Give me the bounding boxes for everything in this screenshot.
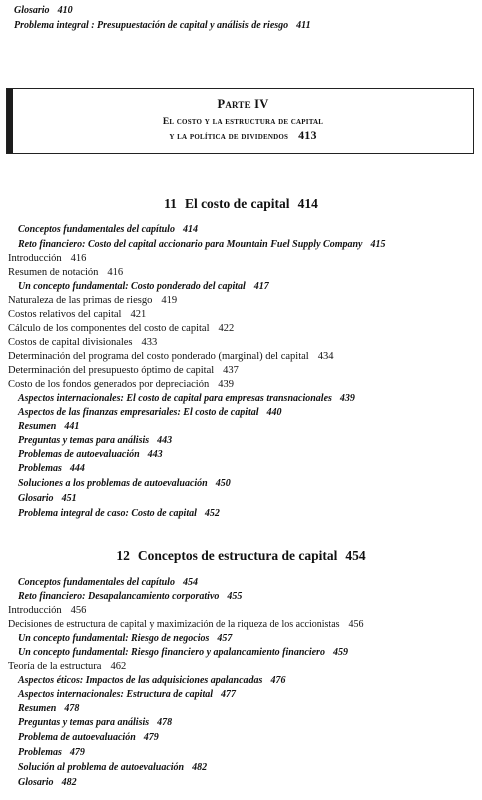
entry-page: 410 xyxy=(57,5,73,16)
entry-text: Un concepto fundamental: Costo ponderado del capital xyxy=(18,281,246,292)
toc-entry xyxy=(14,4,73,17)
entry-text: Determinación del programa del costo ponderado (marginal) del capital xyxy=(8,351,309,362)
entry-text: Glosario xyxy=(18,777,54,788)
entry-text: Introducción xyxy=(8,605,62,616)
entry-page: 477 xyxy=(221,689,237,700)
entry-text: Aspectos de las finanzas empresariales: El costo de capital xyxy=(18,407,259,418)
entry-text: Determinación del presupuesto óptimo de capital xyxy=(8,365,215,376)
entry-page: 479 xyxy=(143,732,159,743)
entry-page: 433 xyxy=(141,337,158,348)
toc-entry xyxy=(14,19,311,32)
toc-entry xyxy=(18,776,77,789)
toc-entry xyxy=(18,746,85,759)
entry-page: 439 xyxy=(339,393,355,404)
entry-page: 443 xyxy=(157,435,173,446)
toc-entry xyxy=(8,350,333,363)
entry-page: 419 xyxy=(161,295,178,306)
toc-entry xyxy=(18,406,282,419)
entry-text: Problemas xyxy=(18,463,62,474)
part-subtitle-line-2 xyxy=(13,129,473,144)
part-subtitle-text: y la política de dividendos xyxy=(169,132,289,142)
entry-text: Problema de autoevaluación xyxy=(18,732,136,743)
entry-page: 422 xyxy=(218,323,235,334)
entry-page: 455 xyxy=(227,591,243,602)
entry-page: 415 xyxy=(370,239,386,250)
toc-entry xyxy=(8,294,177,307)
entry-page: 476 xyxy=(270,675,286,686)
entry-text: Decisiones de estructura de capital y maximización de la riqueza de los accionistas xyxy=(8,619,340,630)
entry-page: 417 xyxy=(253,281,269,292)
entry-page: 456 xyxy=(70,605,87,616)
toc-entry xyxy=(18,280,269,293)
entry-text: Problemas xyxy=(18,747,62,758)
entry-text: Costo de los fondos generados por depreciación xyxy=(8,379,210,390)
chapter-page: 454 xyxy=(345,548,366,563)
toc-entry xyxy=(18,688,236,701)
entry-page: 434 xyxy=(317,351,334,362)
entry-page: 414 xyxy=(182,224,198,235)
toc-entry xyxy=(8,618,364,631)
toc-entry xyxy=(18,223,198,236)
toc-entry xyxy=(8,660,126,673)
entry-text: Problemas de autoevaluación xyxy=(18,449,140,460)
entry-text: Soluciones a los problemas de autoevaluación xyxy=(18,478,208,489)
entry-page: 441 xyxy=(64,421,80,432)
toc-entry xyxy=(8,266,123,279)
toc-entry xyxy=(18,674,285,687)
entry-text: Resumen xyxy=(18,703,57,714)
entry-page: 457 xyxy=(217,633,233,644)
toc-entry xyxy=(8,322,234,335)
toc-entry xyxy=(18,477,231,490)
entry-text: Preguntas y temas para análisis xyxy=(18,435,150,446)
entry-page: 437 xyxy=(223,365,239,376)
entry-page: 479 xyxy=(69,747,85,758)
toc-entry xyxy=(18,392,355,405)
toc-entry xyxy=(18,492,77,505)
entry-text: Reto financiero: Costo del capital accionario para Mountain Fuel Supply Company xyxy=(18,239,363,250)
entry-page: 416 xyxy=(70,253,87,264)
toc-entry xyxy=(18,420,79,433)
toc-entry xyxy=(18,590,242,603)
entry-page: 454 xyxy=(182,577,198,588)
entry-page: 482 xyxy=(61,777,77,788)
entry-page: 443 xyxy=(147,449,163,460)
toc-entry xyxy=(8,364,239,377)
part-subtitle-line-1: El costo y la estructura de capital xyxy=(162,117,324,127)
entry-text: Resumen de notación xyxy=(8,267,99,278)
toc-entry xyxy=(18,462,85,475)
toc-entry xyxy=(18,632,232,645)
entry-text: Aspectos internacionales: Estructura de capital xyxy=(18,689,214,700)
toc-entry xyxy=(8,308,146,321)
chapter-page: 414 xyxy=(297,196,318,211)
toc-entry xyxy=(18,448,163,461)
entry-page: 450 xyxy=(215,478,231,489)
entry-page: 478 xyxy=(64,703,80,714)
entry-page: 451 xyxy=(61,493,77,504)
entry-page: 456 xyxy=(348,619,364,630)
entry-page: 459 xyxy=(332,647,348,658)
entry-text: Conceptos fundamentales del capítulo xyxy=(18,577,175,588)
toc-entry xyxy=(18,507,220,520)
entry-text: Costos relativos del capital xyxy=(8,309,122,320)
chapter-number: 11 xyxy=(164,196,177,211)
part-banner-body xyxy=(13,89,473,153)
toc-entry xyxy=(18,716,172,729)
entry-page: 478 xyxy=(157,717,173,728)
entry-page: 440 xyxy=(266,407,282,418)
entry-page: 421 xyxy=(130,309,147,320)
toc-entry xyxy=(18,702,79,715)
toc-entry xyxy=(18,761,207,774)
entry-page: 444 xyxy=(69,463,85,474)
chapter-12-heading xyxy=(0,548,482,564)
part-banner xyxy=(6,88,474,154)
toc-entry xyxy=(8,336,157,349)
entry-text: Glosario xyxy=(18,493,54,504)
entry-page: 411 xyxy=(296,20,311,31)
toc-entry xyxy=(18,731,159,744)
toc-entry xyxy=(8,378,234,391)
toc-entry xyxy=(18,646,348,659)
entry-text: Teoría de la estructura xyxy=(8,661,102,672)
entry-text: Aspectos internacionales: El costo de capital para empresas transnacionales xyxy=(18,393,332,404)
entry-text: Glosario xyxy=(14,5,50,16)
entry-page: 416 xyxy=(107,267,124,278)
entry-text: Un concepto fundamental: Riesgo financiero y apalancamiento financiero xyxy=(18,647,325,658)
entry-page: 452 xyxy=(204,508,220,519)
entry-page: 462 xyxy=(110,661,127,672)
entry-text: Un concepto fundamental: Riesgo de negocios xyxy=(18,633,210,644)
toc-entry xyxy=(8,252,86,265)
part-title: Parte IV xyxy=(217,97,269,111)
toc-entry xyxy=(18,576,198,589)
entry-text: Problema integral de caso: Costo de capital xyxy=(18,508,197,519)
entry-page: 439 xyxy=(218,379,234,390)
toc-entry xyxy=(18,434,172,447)
chapter-11-heading xyxy=(0,196,482,212)
entry-text: Naturaleza de las primas de riesgo xyxy=(8,295,153,306)
part-page: 413 xyxy=(298,128,317,142)
toc-entry xyxy=(8,604,86,617)
chapter-title: El costo de capital xyxy=(184,196,290,211)
entry-text: Solución al problema de autoevaluación xyxy=(18,762,185,773)
entry-text: Conceptos fundamentales del capítulo xyxy=(18,224,175,235)
entry-text: Reto financiero: Desapalancamiento corporativo xyxy=(18,591,220,602)
entry-text: Problema integral : Presupuestación de capital y análisis de riesgo xyxy=(14,20,289,31)
entry-text: Costos de capital divisionales xyxy=(8,337,133,348)
entry-text: Cálculo de los componentes del costo de capital xyxy=(8,323,210,334)
entry-text: Resumen xyxy=(18,421,57,432)
chapter-number: 12 xyxy=(116,548,130,563)
chapter-title: Conceptos de estructura de capital xyxy=(137,548,338,563)
entry-text: Aspectos éticos: Impactos de las adquisiciones apalancadas xyxy=(18,675,263,686)
entry-page: 482 xyxy=(192,762,208,773)
entry-text: Introducción xyxy=(8,253,62,264)
entry-text: Preguntas y temas para análisis xyxy=(18,717,150,728)
toc-entry xyxy=(18,238,385,251)
